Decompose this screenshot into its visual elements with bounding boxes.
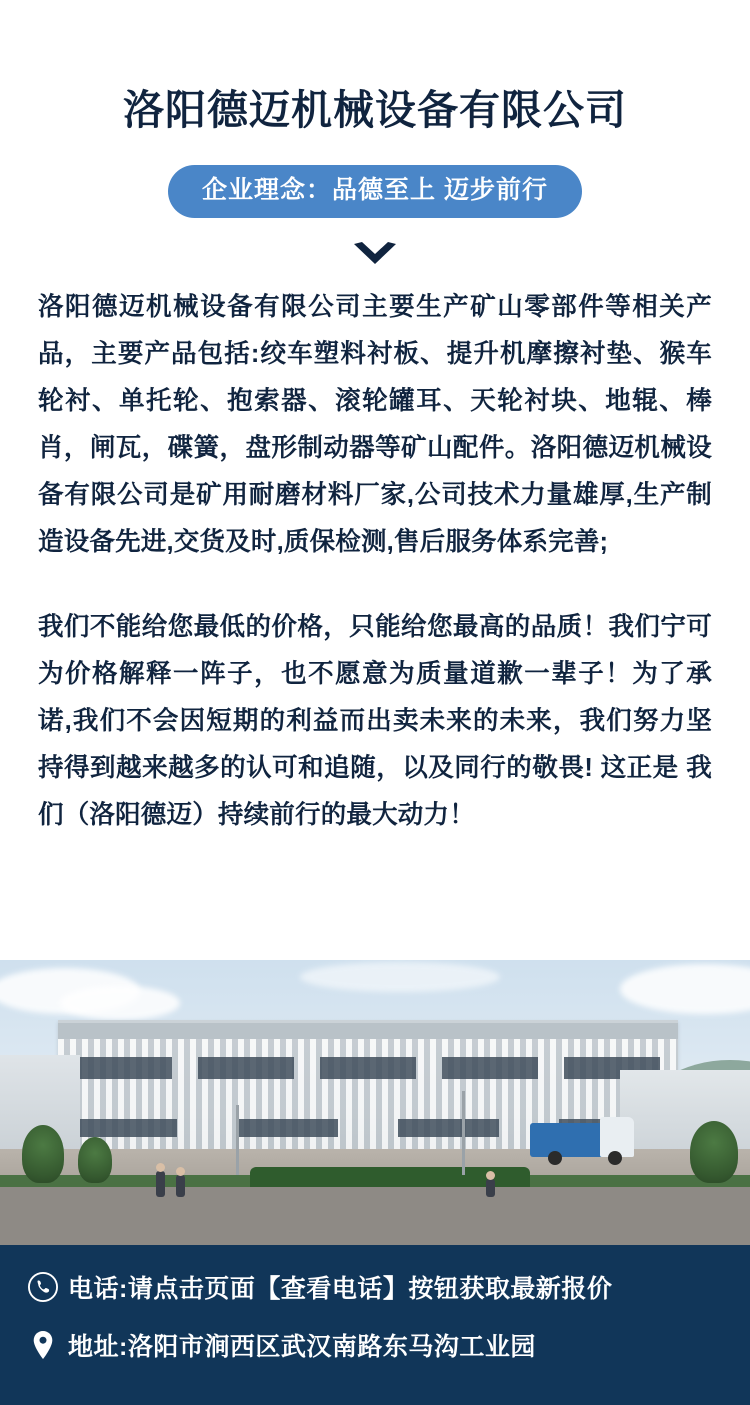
tree <box>22 1125 64 1183</box>
person <box>156 1171 165 1197</box>
window <box>76 1057 172 1079</box>
tree <box>78 1137 112 1183</box>
person <box>486 1179 495 1197</box>
window <box>198 1057 294 1079</box>
window <box>442 1057 538 1079</box>
footer-address-text: 地址:洛阳市涧西区武汉南路东马沟工业园 <box>68 1333 536 1361</box>
tree <box>690 1121 738 1183</box>
person <box>176 1175 185 1197</box>
footer-address-row <box>0 1327 750 1363</box>
cloud-shape <box>300 962 500 992</box>
header <box>0 0 750 268</box>
chevron-down-icon <box>0 240 750 268</box>
location-pin-icon <box>26 1328 60 1362</box>
window <box>398 1119 499 1137</box>
window <box>320 1057 416 1079</box>
truck-wheel <box>548 1151 562 1165</box>
truck <box>530 1123 608 1157</box>
cloud-shape <box>60 986 180 1020</box>
slogan-badge: 企业理念：品德至上 迈步前行 <box>168 165 582 218</box>
light-pole <box>462 1091 465 1175</box>
page-title: 洛阳德迈机械设备有限公司 <box>123 87 627 133</box>
window-row <box>76 1057 660 1079</box>
paragraph-products: 洛阳德迈机械设备有限公司主要生产矿山零部件等相关产品，主要产品包括:绞车塑料衬板、提升机摩擦衬垫、猴车轮衬、单托轮、抱索器、滚轮罐耳、天轮衬块、地辊、棒肖，闸瓦，碟簧，盘形制动器等矿山配件。洛阳德迈机械设备有限公司是矿用耐磨材料厂家,公司技术力量雄厚,生产制造设备先进,交货及时,质保检测,售后服务体系完善; <box>38 292 712 556</box>
footer-phone-text: 电话:请点击页面【查看电话】按钮获取最新报价 <box>68 1275 613 1303</box>
window <box>237 1119 338 1137</box>
window <box>76 1119 177 1137</box>
footer-phone-row[interactable] <box>0 1269 750 1305</box>
slogan-container <box>0 165 750 218</box>
content-body <box>0 268 750 839</box>
road <box>0 1187 750 1245</box>
footer-contact-bar <box>0 1245 750 1405</box>
paragraph-commitment: 我们不能给您最低的价格，只能给您最高的品质！我们宁可为价格解释一阵子，也不愿意为质量道歉一辈子！为了承诺,我们不会因短期的利益而出卖未来的未来，我们努力坚持得到越来越多的认可和追随，以及同行的敬畏! 这正是 我们（洛阳德迈）持续前行的最大动力！ <box>38 612 712 829</box>
phone-icon <box>26 1270 60 1304</box>
truck-wheel <box>608 1151 622 1165</box>
light-pole <box>236 1105 239 1175</box>
factory-photo <box>0 960 750 1245</box>
